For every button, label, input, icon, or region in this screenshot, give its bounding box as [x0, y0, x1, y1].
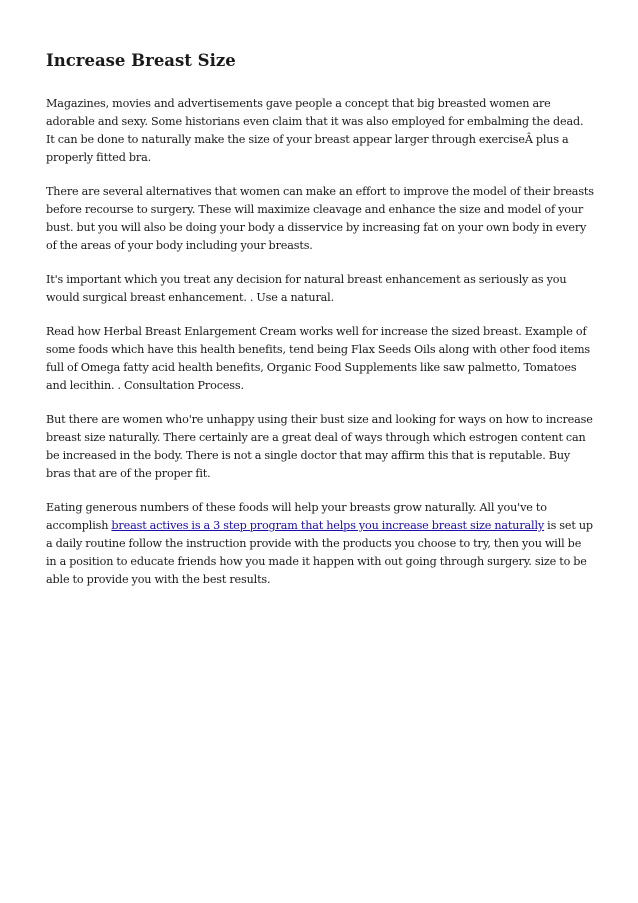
paragraph-2: There are several alternatives that women can make an effort to improve the model of their breasts before recourse to surgery. These will maximize cleavage and enhance the size and model of your bust. but you will also be doing your body a disservice by increasing fat on your own body in every of the areas of your body including your breasts. — [46, 185, 594, 252]
page-title: Increase Breast Size — [46, 51, 236, 70]
paragraph-1: Magazines, movies and advertisements gave people a concept that big breasted women are adorable and sexy. Some historians even claim that it was also employed for embalming the dead. It can be done to naturally make the size of your breast appear larger through exerciseÂ plus a properly fitted bra. — [46, 97, 584, 164]
breast-actives-link[interactable]: breast actives is a 3 step program that helps you increase breast size naturally — [111, 519, 545, 532]
paragraph-4: Read how Herbal Breast Enlargement Cream works well for increase the sized breast. Example of some foods which have this health benefits, tend being Flax Seeds Oils along with other food items full of Omega fatty acid health benefits, Organic Food Supplements like saw palmetto, Tomatoes and lecithin. . Consultation Process. — [46, 325, 591, 392]
paragraph-6-text-after-link: is set up a daily routine follow the instruction provide with the products you choose to try, then you will be in a position to educate friends how you made it happen with out going through surgery. size to be able to provide you with the best results. — [46, 519, 593, 586]
document-page — [46, 50, 594, 605]
paragraph-6-text-before-link: Eating generous numbers of these foods will help your breasts grow naturally. All you've to accomplish — [46, 501, 547, 532]
paragraph-6 — [46, 499, 594, 589]
paragraph-3: It's important which you treat any decision for natural breast enhancement as seriously as you would surgical breast enhancement. . Use a natural. — [46, 273, 567, 304]
paragraph-5: But there are women who're unhappy using their bust size and looking for ways on how to increase breast size naturally. There certainly are a great deal of ways through which estrogen content can be increased in the body. There is not a single doctor that may affirm this that is reputable. Buy bras that are of the proper fit. — [46, 413, 593, 480]
